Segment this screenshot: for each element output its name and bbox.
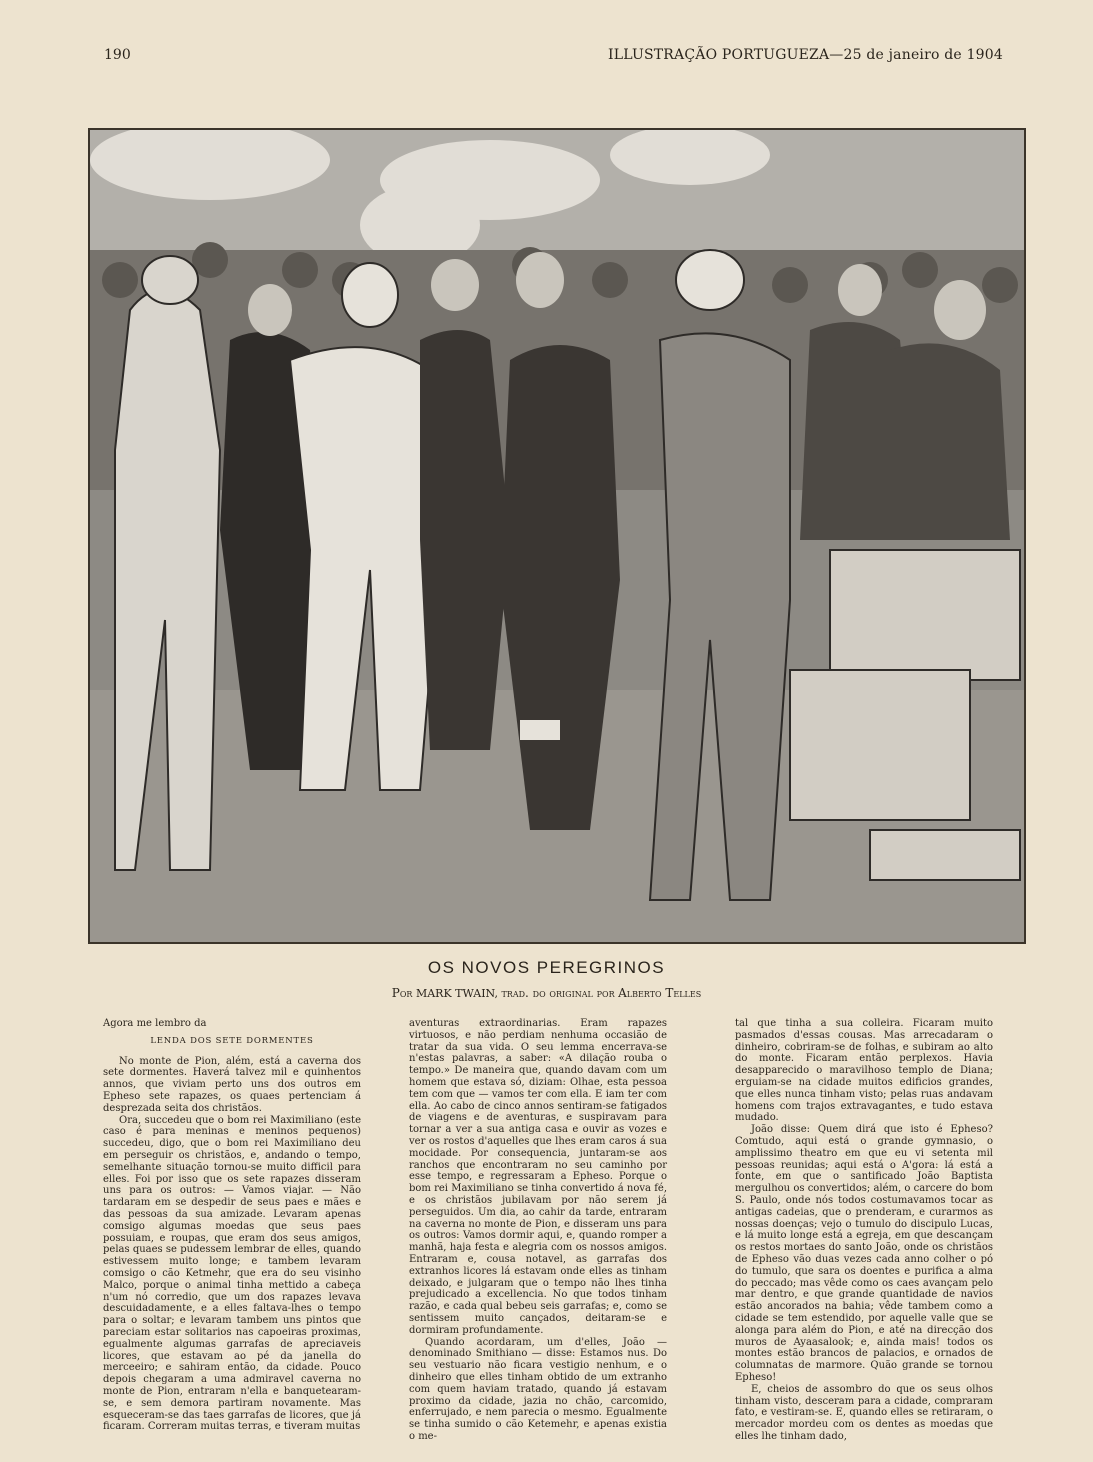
section-subhead: LENDA DOS SETE DORMENTES [150,1035,314,1046]
intro-line: Agora me lembro da [103,1018,207,1029]
translator: Alberto Telles [618,986,702,1000]
illustration-figures [90,130,1024,942]
paragraph: aventuras extraordinarias. Eram rapazes virtuosos, e não perdiam nenhuma occasião de tratar da sua vida. O seu lemma encerrava-se n'estas palavras, a saber: «A dilação rouba o tempo.» De maneira que, quando davam com um homem que estava só, diziam: Olhae, esta pessoa tem com que — vamos ter com ella. E iam ter com ella. Ao cabo de cinco annos sentiram-se fatigados de viagens e de aventuras, e suspiravam para tornar a ver a sua antiga casa e ouvir as vozes e ver os rostos d'aquelles que lhes eram caros á sua mocidade. Por consequencia, juntaram-se aos ranchos que encontraram no seu caminho por esse tempo, e regressaram a Epheso. Porque o bom rei Maximiliano se tinha convertido á nova fé, e os christãos jubilavam por não serem já perseguidos. Um dia, ao cahir da tarde, entraram na caverna no monte de Pion, e disseram uns para os outros: Vamos dormir aqui, e, quando romper a manhã, haja festa e alegria com os nossos amigos. Entraram e, cousa notavel, as garrafas dos extranhos licores lá estavam onde elles as tinham deixado, e julgaram que o tempo não lhes tinha prejudicado a excellencia. No que todos tinham razão, e cada qual bebeu seis garrafas; e, como se sentissem muito cançados, deitaram-se e dormiram profundamente. [409,1018,667,1336]
text-column-2 [409,1018,667,1443]
paragraph: tal que tinha a sua colleira. Ficaram muito pasmados d'essas cousas. Mas arrecadaram o dinheiro, cobriram-se de folhas, e subiram ao alto do monte. Ficaram então perplexos. Havia desapparecido o maravilhoso templo de Diana; erguiam-se na cidade muitos edificios grandes, que elles nunca tinham visto; pelas ruas andavam homens com trajos extravagantes, e tudo estava mudado. [735,1018,993,1124]
paragraph: João disse: Quem dirá que isto é Epheso? Comtudo, aqui está o grande gymnasio, o amplissimo theatro em que eu vi setenta mil pessoas reunidas; aqui está o A'gora: lá está a fonte, em que o santificado João Baptista mergulhou os convertidos; além, o carcere do bom S. Paulo, onde nós todos costumavamos tocar as antigas cadeias, que o prenderam, e curarmos as nossas doenças; vejo o tumulo do discipulo Lucas, e lá muito longe está a egreja, em que descançam os restos mortaes do santo João, onde os christãos de Epheso vão duas vezes cada anno colher o pó do tumulo, que sara os doentes e purifica a alma do peccado; mas vêde como os caes avançam pelo mar dentro, e que grande quantidade de navios estão ancorados na bahia; vêde tambem como a cidade se tem estendido, por aquelle valle que se alonga para além do Pion, e até na direcção dos muros de Ayaasalook; e, ainda mais! todos os montes estão brancos de palacios, e ornados de columnatas de marmore. Quão grande se tornou Epheso! [735,1124,993,1383]
paragraph: E, cheios de assombro do que os seus olhos tinham visto, desceram para a cidade, compraram fato, e vestiram-se. E, quando elles se retiraram, o mercador mordeu com os dentes as moedas que elles lhe tinham dado, [735,1383,993,1442]
text-column-3 [735,1018,993,1443]
byline-prefix: Por [391,986,413,1000]
byline: Por MARK TWAIN, trad. do original por Alberto Telles [391,986,702,1000]
page-number: 190 [104,47,131,63]
author: MARK TWAIN [415,987,495,1000]
article-title: OS NOVOS PEREGRINOS [427,958,666,977]
text-column-1 [103,1018,361,1433]
paragraph: Quando acordaram, um d'elles, João — denominado Smithiano — disse: Estamos nus. Do seu vestuario não ficara vestigio nenhum, e o dinheiro que elles tinham obtido de um extranho com quem haviam tratado, quando já estavam proximo da cidade, jazia no chão, carcomido, enferrujado, e nem parecia o mesmo. Egualmente se tinha sumido o cão Ketemehr, e apenas existia o me- [409,1336,667,1442]
figure-left-man [115,256,220,870]
byline-trad: trad. do original por [501,986,615,1000]
engraving-illustration [88,128,1026,944]
paragraph: Ora, succedeu que o bom rei Maximiliano (este caso é para meninas e meninos pequenos) succedeu, digo, que o bom rei Maximiliano deu em perseguir os christãos, e, andando o tempo, semelhante situação tornou-se muito difficil para elles. Foi por isso que os sete rapazes disseram uns para os outros: — Vamos viajar. — Não tardaram em se despedir de seus paes e mães e das pessoas da sua amizade. Levaram apenas comsigo algumas moedas que seus paes possuiam, e roupas, que eram dos seus amigos, pelas quaes se pudessem lembrar de elles, quando estivessem muito longe; e tambem levaram comsigo o cão Ketmehr, que era do seu visinho Malco, porque o animal tinha mettido a cabeça n'um nó corredio, que um dos rapazes levava descuidadamente, e a elles faltava-lhes o tempo para o soltar; e levaram tambem uns pintos que pareciam estar solitarios nas capoeiras proximas, egualmente algumas garrafas de apreciaveis licores, que estavam ao pé da janella do merceeiro; e sahiram então, da cidade. Pouco depois chegaram a uma admiravel caverna no monte de Pion, entraram n'ella e banquetearam-se, e sem demora partiram novamente. Mas esqueceram-se das taes garrafas de licores, que já ficaram. Correram muitas terras, e tiveram muitas [103,1114,361,1433]
paragraph: No monte de Pion, além, está a caverna dos sete dormentes. Haverá talvez mil e quinhentos annos, que viviam perto uns dos outros em Epheso sete rapazes, os quaes pertenciam á desprezada seita dos christãos. [103,1055,361,1114]
running-head: ILLUSTRAÇÃO PORTUGUEZA—25 de janeiro de 1904 [608,47,1003,63]
